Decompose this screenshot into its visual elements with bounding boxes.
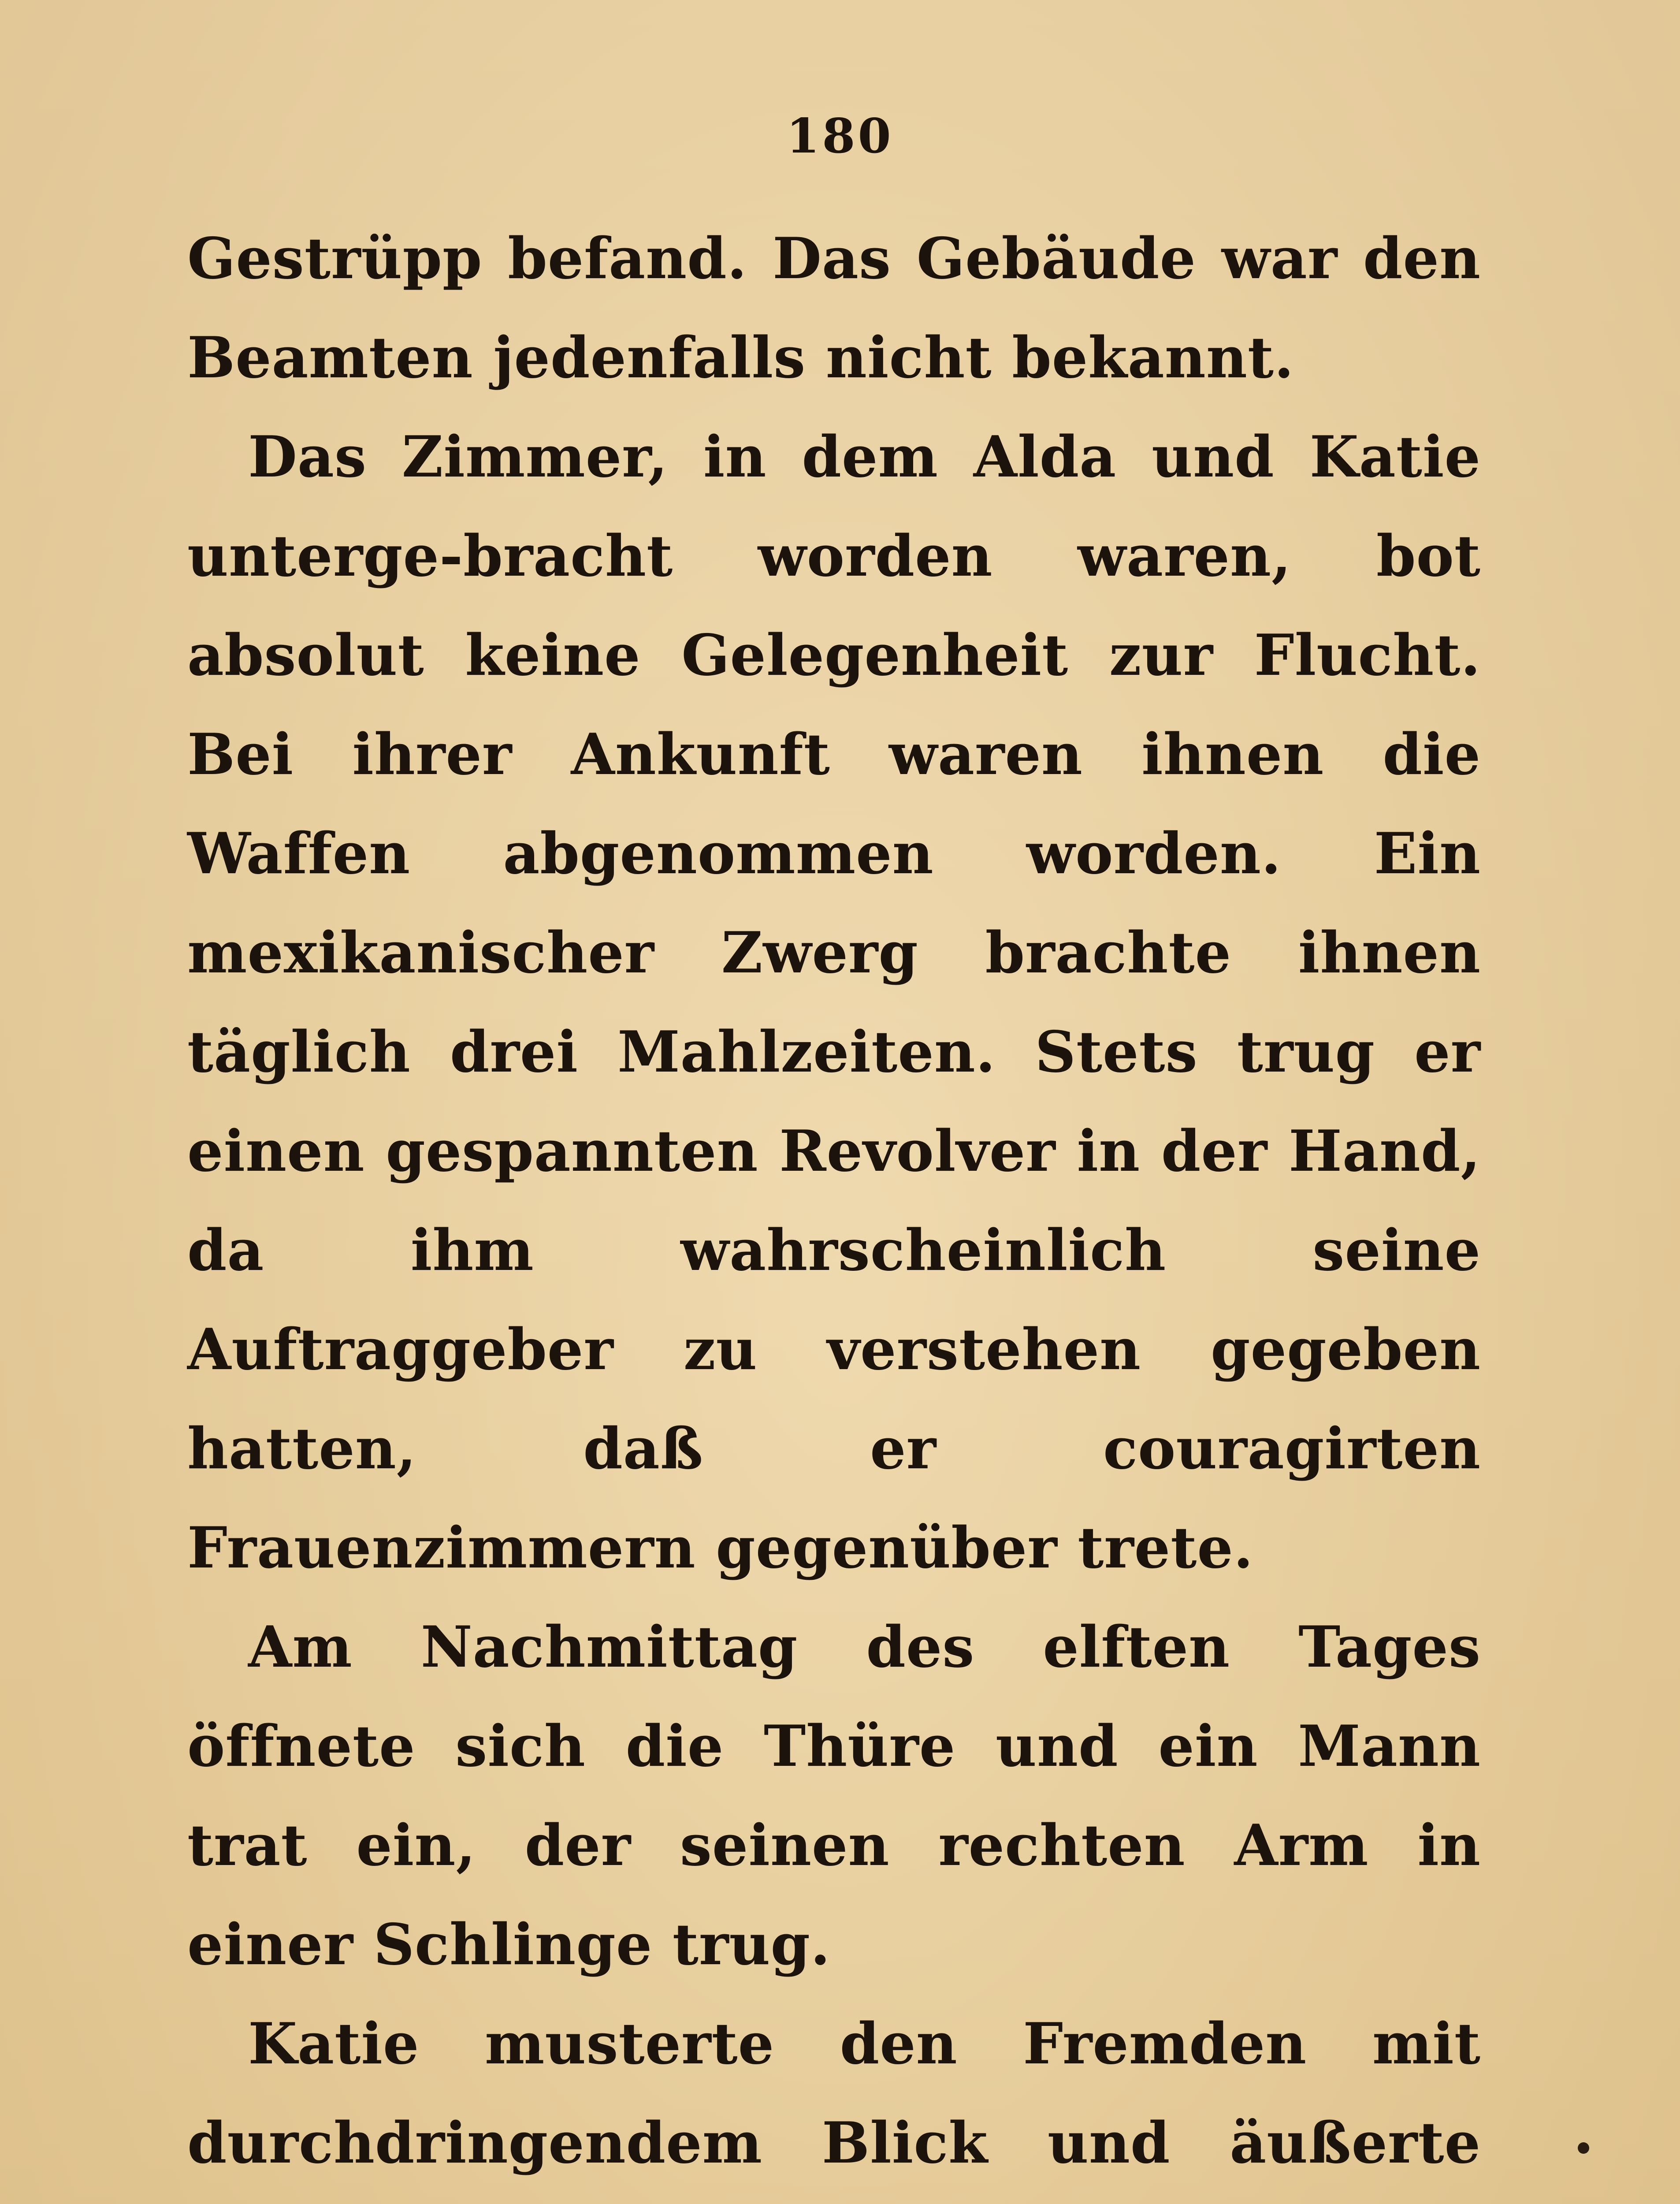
paragraph-3: Am Nachmittag des elften Tages öffnete sich die Thüre und ein Mann trat ein, der seinen rechten Arm in einer Schlinge trug. [187,1614,1481,1978]
page-number: 180 [786,108,894,164]
paragraph-1: Gestrüpp befand. Das Gebäude war den Beamten jedenfalls nicht bekannt. [187,226,1481,391]
paragraph-2: Das Zimmer, in dem Alda und Katie unterge-bracht worden waren, bot absolut keine Gelegenheit zur Flucht. Bei ihrer Ankunft waren ihnen die Waffen abgenommen worden. Ein mexikanischer Zwerg brachte ihnen täglich drei Mahlzeiten. Stets trug er einen gespannten Revolver in der Hand, da ihm wahrscheinlich seine Auftraggeber zu verstehen gegeben hatten, daß er couragirten Frauenzimmern gegenüber trete. [187,424,1481,1581]
body-text [187,209,1481,2204]
paragraph-4: Katie musterte den Fremden mit durchdringendem Blick und äußerte [187,2011,1481,2176]
ink-speck [1578,2142,1589,2154]
